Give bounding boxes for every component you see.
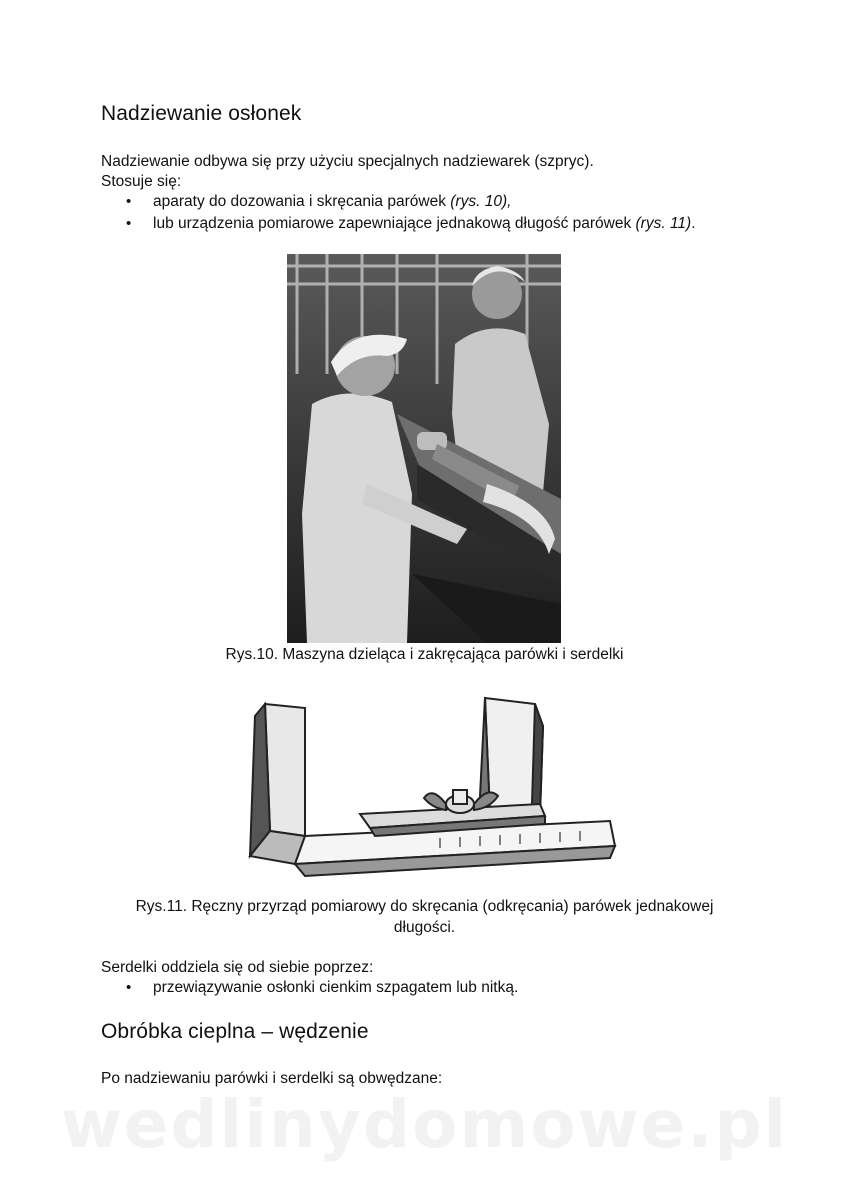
serdelki-text: Serdelki oddziela się od siebie poprzez: <box>101 959 374 976</box>
bullet-icon: • <box>126 979 132 996</box>
intro-line-1: Nadziewanie odbywa się przy użyciu specjalnych nadziewarek (szpryc). <box>101 153 594 170</box>
bullet-icon: • <box>126 193 132 210</box>
intro-line-2: Stosuje się: <box>101 173 182 190</box>
list-item: • przewiązywanie osłonki cienkim szpagatem lub nitką. <box>101 977 518 999</box>
section-title-obrobka: Obróbka cieplna – wędzenie <box>101 1020 369 1043</box>
figure-10-photo <box>287 254 561 643</box>
section2-text: Po nadziewaniu parówki i serdelki są obwędzane: <box>101 1070 443 1087</box>
figure-11-drawing <box>210 686 630 886</box>
list-item: • aparaty do dozowania i skręcania parówek (rys. 10), <box>101 191 696 213</box>
bullet-list-serdelki <box>101 977 518 999</box>
bullet-icon: • <box>126 215 132 232</box>
figure-11-caption-line-2: długości. <box>393 919 456 936</box>
figure-reference: (rys. 11) <box>635 215 692 232</box>
watermark: wedlinydomowe.pl <box>60 1086 789 1163</box>
list-item: • lub urządzenia pomiarowe zapewniające jednakową długość parówek (rys. 11). <box>101 213 696 235</box>
figure-reference: (rys. 10) <box>450 193 508 210</box>
figure-10-caption: Rys.10. Maszyna dzieląca i zakręcająca parówki i serdelki <box>225 646 624 663</box>
bullet-list-apparatus <box>101 191 696 235</box>
figure-11-caption-line-1: Rys.11. Ręczny przyrząd pomiarowy do skręcania (odkręcania) parówek jednakowej <box>135 898 714 915</box>
section-title-nadziewanie: Nadziewanie osłonek <box>101 102 302 125</box>
